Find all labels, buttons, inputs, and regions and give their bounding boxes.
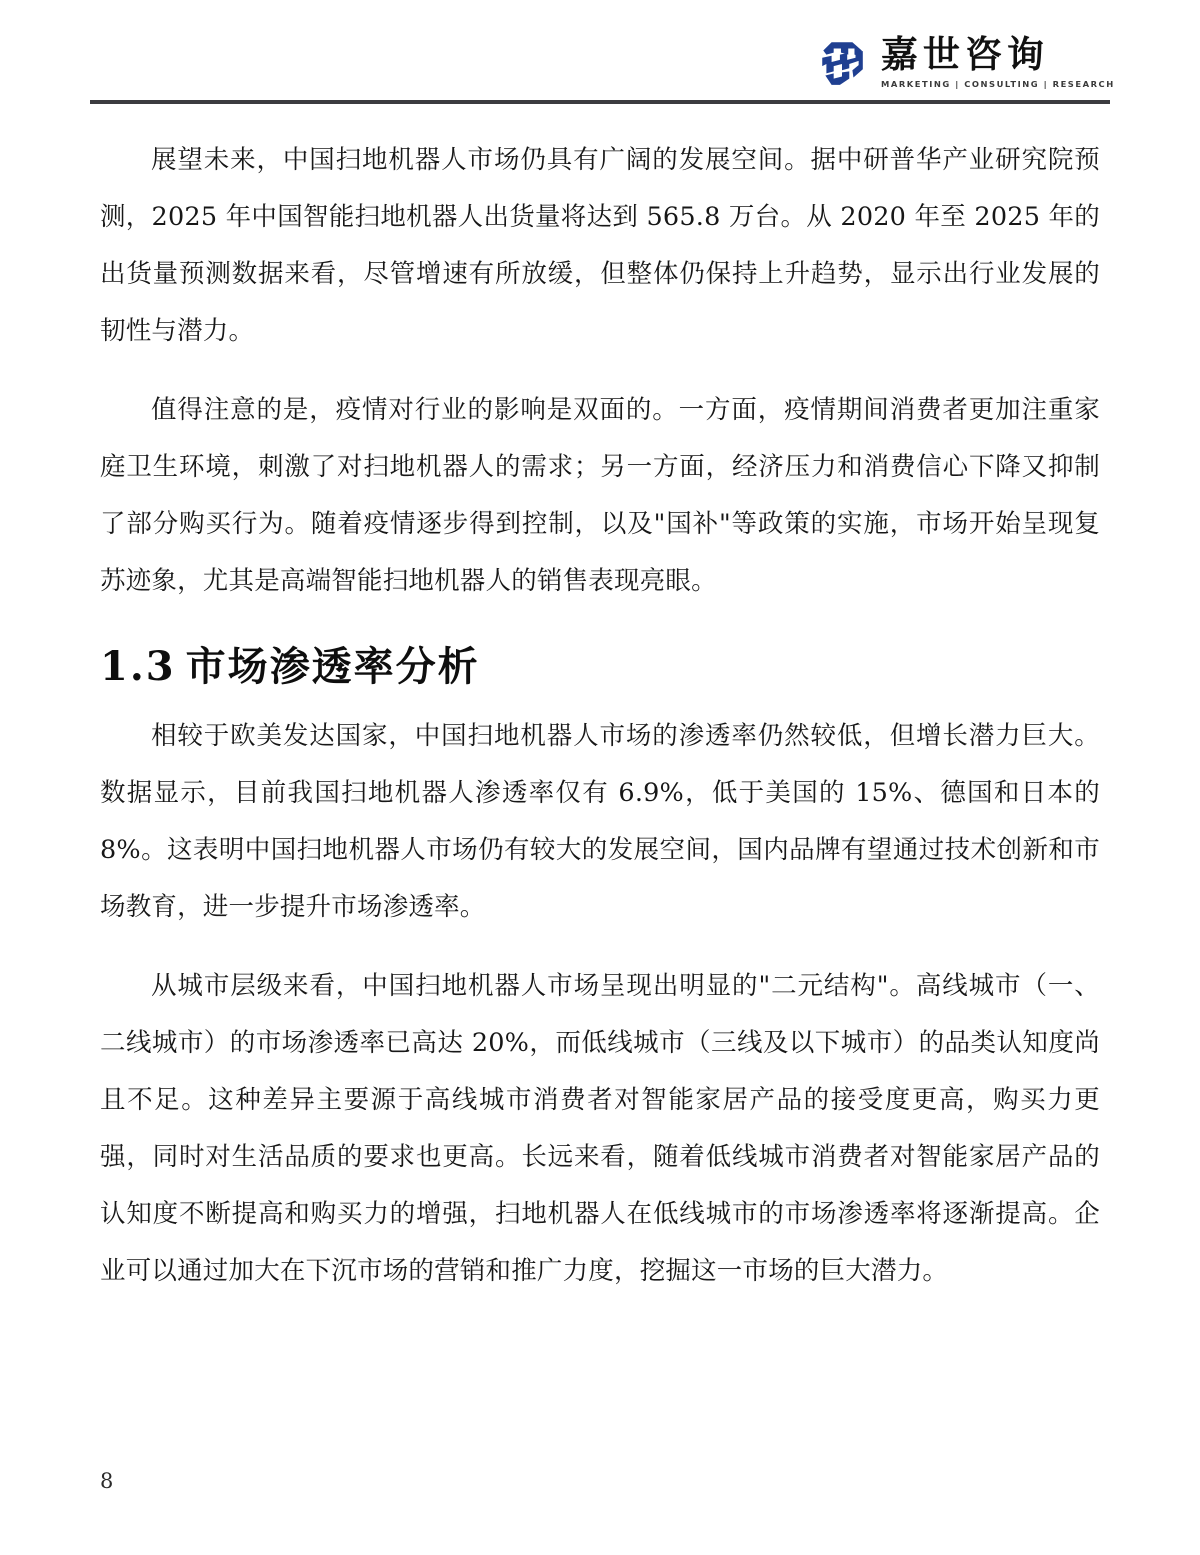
paragraph: 展望未来，中国扫地机器人市场仍具有广阔的发展空间。据中研普华产业研究院预测，2025 年中国智能扫地机器人出货量将达到 565.8 万台。从 2020 年至 2025 年的出货量预测数据来看，尽管增速有所放缓，但整体仍保持上升趋势，显示出行业发展的韧性与潜力。 [100,145,1100,346]
section-number: 1.3 [100,643,176,690]
brand-logo [815,33,1115,89]
section-heading [100,640,1100,694]
document-body [100,132,1100,1300]
section-title: 市场渗透率分析 [185,643,480,690]
page-footer [100,1469,113,1493]
page-number: 8 [100,1469,114,1493]
brand-tagline: MARKETING | CONSULTING | RESEARCH [880,78,1115,89]
brand-text-block [880,33,1115,89]
paragraph: 相较于欧美发达国家，中国扫地机器人市场的渗透率仍然较低，但增长潜力巨大。数据显示，目前我国扫地机器人渗透率仅有 6.9%，低于美国的 15%、德国和日本的 8%。这表明中国扫地机器人市场仍有较大的发展空间，国内品牌有望通过技术创新和市场教育，进一步提升市场渗透率。 [100,721,1100,922]
header-divider [90,100,1110,104]
paragraph: 值得注意的是，疫情对行业的影响是双面的。一方面，疫情期间消费者更加注重家庭卫生环境，刺激了对扫地机器人的需求；另一方面，经济压力和消费信心下降又抑制了部分购买行为。随着疫情逐步得到控制，以及"国补"等政策的实施，市场开始呈现复苏迹象，尤其是高端智能扫地机器人的销售表现亮眼。 [100,395,1100,596]
paragraph: 从城市层级来看，中国扫地机器人市场呈现出明显的"二元结构"。高线城市（一、二线城市）的市场渗透率已高达 20%，而低线城市（三线及以下城市）的品类认知度尚且不足。这种差异主要源于高线城市消费者对智能家居产品的接受度更高，购买力更强，同时对生活品质的要求也更高。长远来看，随着低线城市消费者对智能家居产品的认知度不断提高和购买力的增强，扫地机器人在低线城市的市场渗透率将逐渐提高。企业可以通过加大在下沉市场的营销和推广力度，挖掘这一市场的巨大潜力。 [100,971,1100,1286]
page-header [90,30,1115,102]
brand-name: 嘉世咨询 [880,33,1049,76]
jiashi-cube-logo-icon [815,37,869,89]
